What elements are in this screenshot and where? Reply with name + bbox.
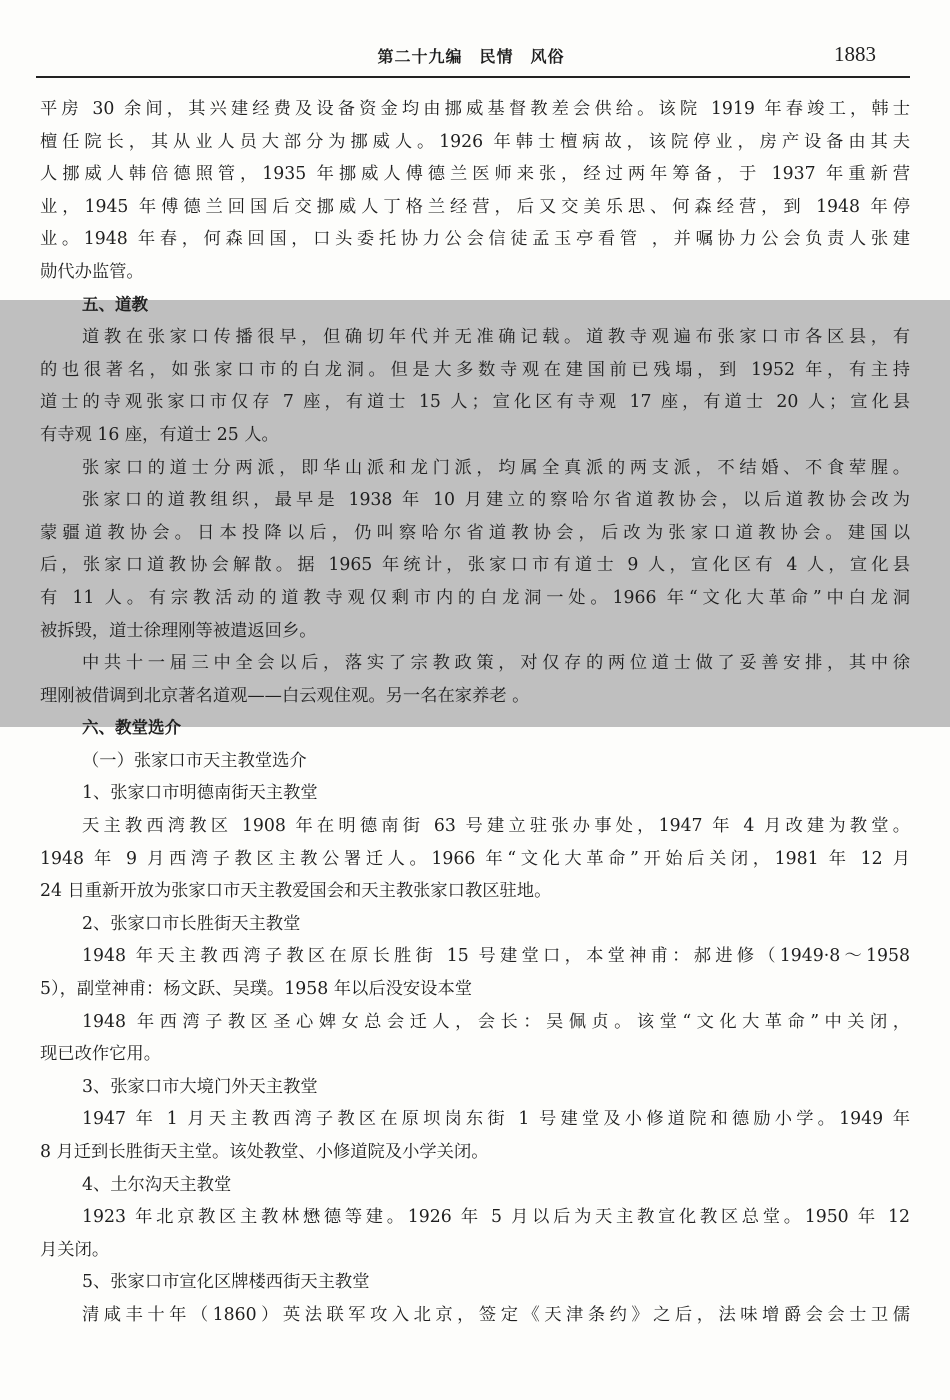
text-line: （一）张家口市天主教堂选介	[82, 750, 307, 771]
text-line: 月关闭。	[40, 1239, 110, 1260]
text-line: 被拆毁，道士徐理刚等被遣返回乡。	[40, 620, 317, 641]
text-line: 后，张家口道教协会解散。据 1965 年统计，张家口市有道士 9 人，宣化区有 4 人，宣化县	[40, 555, 910, 576]
header-rule	[36, 76, 910, 78]
text-line: 4、土尔沟天主教堂	[82, 1174, 232, 1195]
text-line: 张家口的道士分两派，即华山派和龙门派，均属全真派的两支派，不结婚、不食荤腥。	[82, 457, 910, 478]
text-line: 有 11 人。有宗教活动的道教寺观仅剩市内的白龙洞一处。1966 年“文化大革命”中白龙洞	[40, 587, 910, 608]
text-line: 1923 年北京教区主教林懋德等建。1926 年 5 月以后为天主教宣化教区总堂。1950 年 12	[82, 1207, 910, 1228]
text-line: 3、张家口市大境门外天主教堂	[82, 1076, 318, 1097]
text-line: 人挪威人韩倍德照管，1935 年挪威人傅德兰医师来张，经过两年筹备，于 1937 年重新营	[40, 164, 910, 185]
text-line: 业。1948 年春，何森回国，口头委托协力公会信徒孟玉亭看管 ，并嘱协力公会负责人张建	[40, 229, 910, 250]
text-line: 清咸丰十年（1860）英法联军攻入北京，签定《天津条约》之后，法味增爵会会士卫儒	[82, 1304, 910, 1325]
text-line: 有寺观 16 座，有道士 25 人。	[40, 424, 279, 445]
running-header	[36, 44, 906, 72]
text-line: 24 日重新开放为张家口市天主教爱国会和天主教张家口教区驻地。	[40, 881, 552, 902]
text-line: 平房 30 余间，其兴建经费及设备资金均由挪威基督教差会供给。该院 1919 年春竣工，韩士	[40, 99, 910, 119]
header-title: 第二十九编 民情 风俗	[377, 47, 565, 66]
text-line: 蒙疆道教协会。日本投降以后，仍叫察哈尔省道教协会，后改为张家口道教协会。建国以	[40, 522, 910, 543]
text-line: 道教在张家口传播很早，但确切年代并无准确记载。道教寺观遍布张家口市各区县，有	[82, 327, 910, 348]
text-line: 理刚被借调到北京著名道观——白云观住观。另一名在家养老 。	[40, 685, 530, 706]
page-number: 1883	[834, 42, 876, 66]
text-line: 1948 年西湾子教区圣心婢女总会迁人，会长：吴佩贞。该堂“文化大革命”中关闭，	[82, 1011, 910, 1032]
text-line: 8 月迁到长胜街天主堂。该处教堂、小修道院及小学关闭。	[40, 1142, 489, 1162]
text-line: 道士的寺观张家口市仅存 7 座，有道士 15 人；宣化区有寺观 17 座，有道士 20 人；宣化县	[40, 392, 910, 413]
text-line: 1948 年 9 月西湾子教区主教公署迁人。1966 年“文化大革命”开始后关闭，1981 年 12 月	[40, 848, 910, 869]
text-line: 2、张家口市长胜街天主教堂	[82, 913, 301, 934]
text-line: 业，1945 年傅德兰回国后交挪威人丁格兰经营，后又交美乐思、何森经营，到 1948 年停	[40, 196, 910, 217]
text-line: 1、张家口市明德南街天主教堂	[82, 783, 318, 804]
text-line: 的也很著名，如张家口市的白龙洞。但是大多数寺观在建国前已残塌，到 1952 年，有主持	[40, 359, 910, 380]
text-line: 中共十一届三中全会以后，落实了宗教政策，对仅存的两位道士做了妥善安排，其中徐	[82, 653, 910, 674]
text-line: 1947 年 1 月天主教西湾子教区在原坝岗东街 1 号建堂及小修道院和德励小学。1949 年	[82, 1109, 910, 1130]
text-line: 檀任院长，其从业人员大部分为挪威人。1926 年韩士檀病故，该院停业，房产设备由其夫	[40, 131, 910, 152]
text-line: 张家口的道教组织，最早是 1938 年 10 月建立的察哈尔省道教协会，以后道教协会改为	[82, 490, 910, 511]
body-text	[40, 93, 910, 1332]
text-line: 天主教西湾教区 1908 年在明德南街 63 号建立驻张办事处，1947 年 4 月改建为教堂。	[82, 816, 910, 837]
text-line: 勋代办监管。	[40, 261, 144, 282]
section-heading: 五、道教	[82, 294, 148, 314]
text-line: 5、张家口市宣化区牌楼西街天主教堂	[82, 1272, 370, 1293]
section-heading: 六、教堂选介	[82, 718, 181, 738]
text-line: 1948 年天主教西湾子教区在原长胜街 15 号建堂口，本堂神甫：郝进修（1949·8～1958	[82, 946, 910, 967]
text-line: 现已改作它用。	[40, 1044, 161, 1065]
text-line: 5），副堂神甫：杨文跃、吴璞。1958 年以后没安设本堂	[40, 979, 473, 1000]
